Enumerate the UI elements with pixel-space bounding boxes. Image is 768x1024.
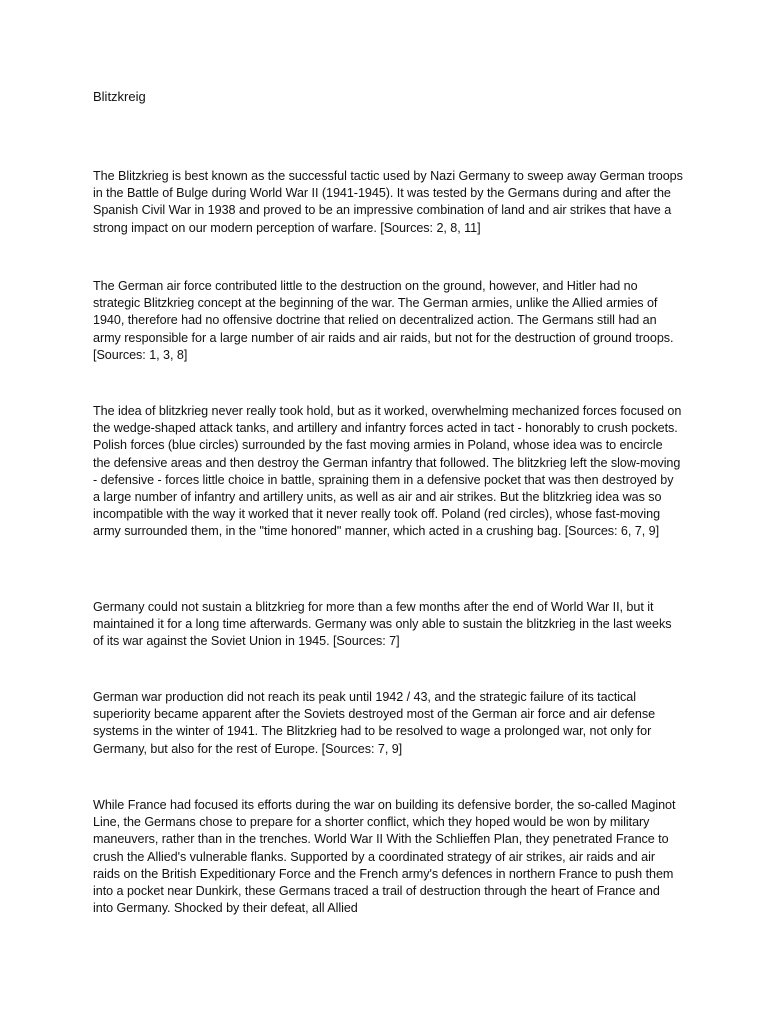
paragraph-6: While France had focused its efforts during the war on building its defensive border, the so-called Maginot Line, the Germans chose to prepare for a shorter conflict, which they hoped would be won by military maneuvers, rather than in the trenches. World War II With the Schlieffen Plan, they penetrated France to crush the Allied's vulnerable flanks. Supported by a coordinated strategy of air strikes, air raids and air raids on the British Expeditionary Force and the French army's defences in northern France to push them into a pocket near Dunkirk, these Germans traced a trail of destruction through the heart of France and into Germany. Shocked by their defeat, all Allied <box>93 798 676 916</box>
paragraph-4: Germany could not sustain a blitzkrieg for more than a few months after the end of World War II, but it maintained it for a long time afterwards. Germany was only able to sustain the blitzkrieg in the last weeks of its war against the Soviet Union in 1945. [Sources: 7] <box>93 600 672 649</box>
paragraph-5: German war production did not reach its peak until 1942 / 43, and the strategic failure of its tactical superiority became apparent after the Soviets destroyed most of the German air force and air defense systems in the winter of 1941. The Blitzkrieg had to be resolved to wage a prolonged war, not only for Germany, but also for the rest of Europe. [Sources: 7, 9] <box>93 690 656 756</box>
paragraph-3: The idea of blitzkrieg never really took hold, but as it worked, overwhelming mechanized forces focused on the wedge-shaped attack tanks, and artillery and infantry forces acted in tact - honorably to crush pockets. Polish forces (blue circles) surrounded by the fast moving armies in Poland, whose idea was to encircle the defensive areas and then destroy the German infantry that followed. The blitzkrieg left the slow-moving - defensive - forces little choice in battle, spraining them in a defensive pocket that was then destroyed by a large number of infantry and artillery units, as well as air and air strikes. But the blitzkrieg idea was so incompatible with the way it worked that it never really took off. Poland (red circles), whose fast-moving army surrounded them, in the "time honored" manner, which acted in a crushing bag. [Sources: 6, 7, 9] <box>93 404 682 539</box>
document-title: Blitzkreig <box>93 89 146 104</box>
paragraph-1: The Blitzkrieg is best known as the successful tactic used by Nazi Germany to sweep away German troops in the Battle of Bulge during World War II (1941-1945). It was tested by the Germans during and after the Spanish Civil War in 1938 and proved to be an impressive combination of land and air strikes that have a strong impact on our modern perception of warfare. [Sources: 2, 8, 11] <box>93 169 683 235</box>
paragraph-2: The German air force contributed little to the destruction on the ground, however, and Hitler had no strategic Blitzkrieg concept at the beginning of the war. The German armies, unlike the Allied armies of 1940, therefore had no offensive doctrine that relied on decentralized action. The Germans still had an army responsible for a large number of air raids and air raids, but not for the destruction of ground troops. [Sources: 1, 3, 8] <box>93 279 674 362</box>
